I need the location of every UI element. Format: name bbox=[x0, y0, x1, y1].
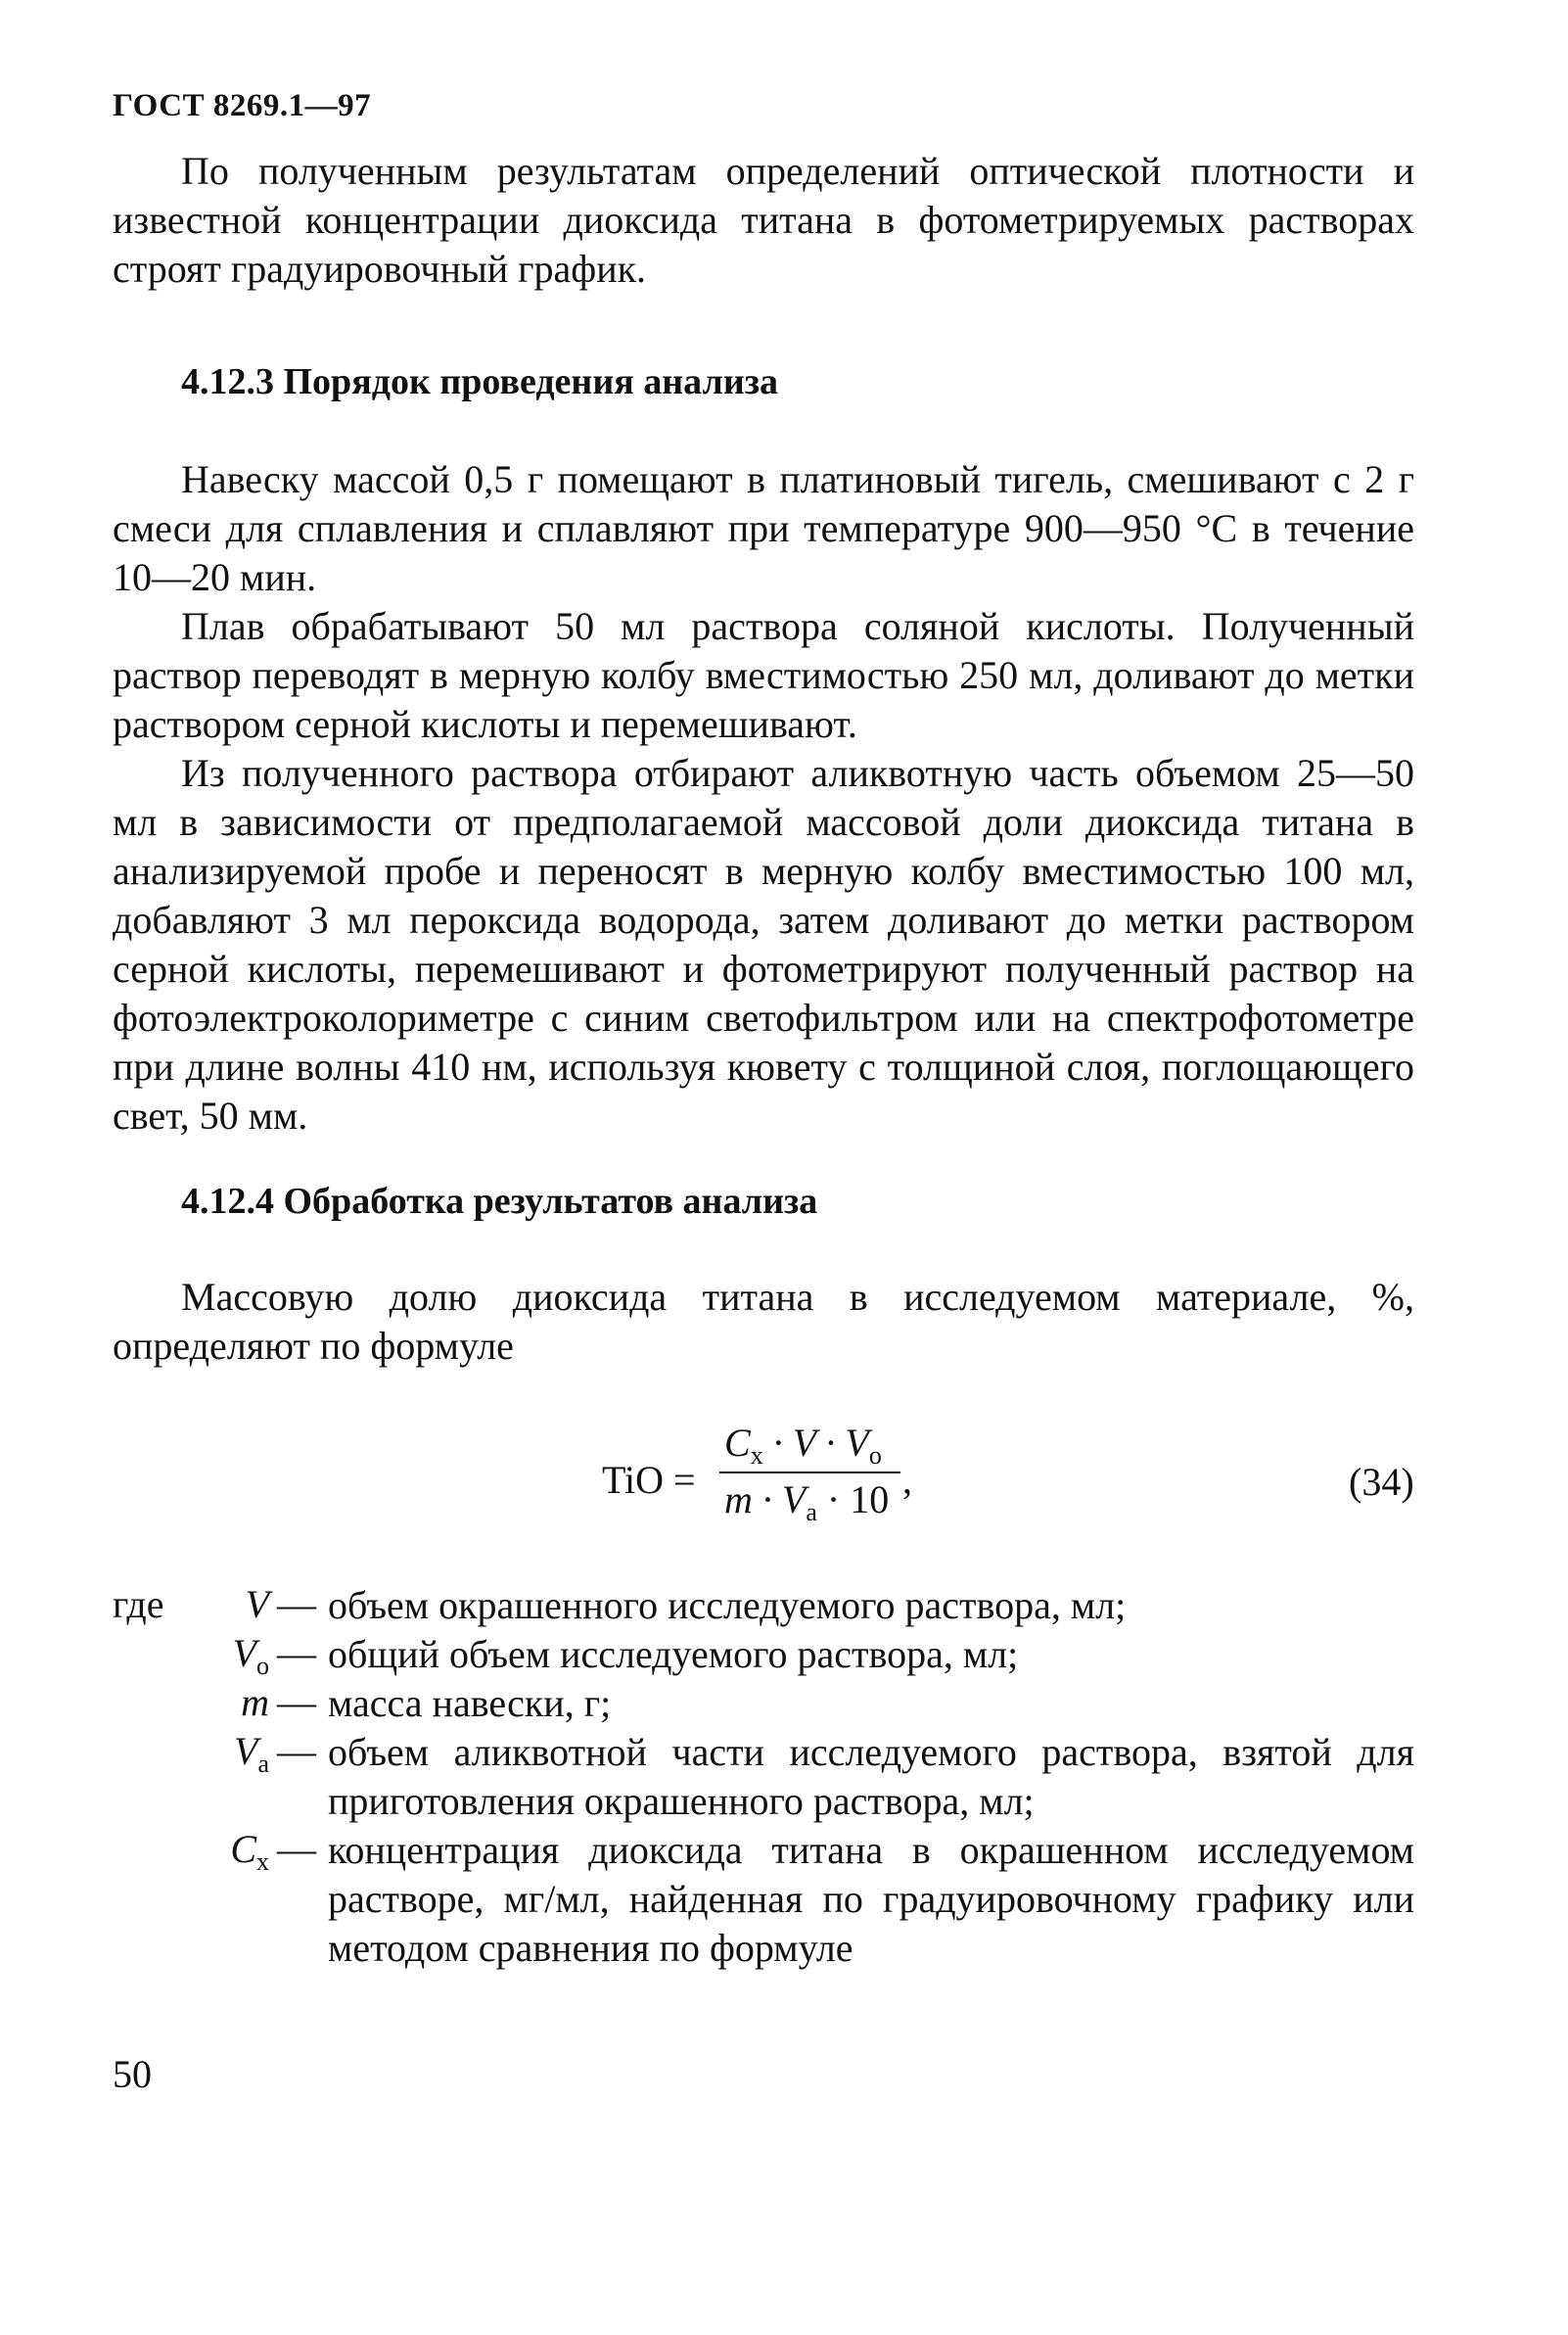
section-heading-4-12-4: 4.12.4 Обработка результатов анализа bbox=[181, 1181, 818, 1222]
formula-comma: , bbox=[902, 1458, 912, 1502]
section-heading-4-12-3: 4.12.3 Порядок проведения анализа bbox=[181, 361, 778, 402]
formula-numerator: $C_x \cdot V \cdot V_o$ bbox=[724, 1421, 882, 1470]
paragraph-sample: Навеску массой 0,5 г помещают в платиновый тигель, смешивают с 2 г смеси для сплавления и сплавляют при температуре 900—950 °С в течение 10—20 мин. bbox=[113, 457, 1414, 599]
paragraph-melt: Плав обрабатывают 50 мл раствора соляной кислоты. Полученный раствор переводят в мерную колбу вместимостью 250 мл, доливают до метки раствором серной кислоты и перемешивают. bbox=[113, 604, 1414, 746]
intro-paragraph: По полученным результатам определений оптической плотности и известной концентрации диоксида титана в фотометрируемых растворах строят градуировочный график. bbox=[113, 149, 1414, 291]
formula-number: (34) bbox=[1349, 1460, 1414, 1504]
formula-34 bbox=[0, 1420, 1568, 1566]
formula-denominator: $m \cdot V_a \cdot 10$ bbox=[724, 1477, 890, 1526]
standard-header: ГОСТ 8269.1—97 bbox=[113, 88, 372, 123]
page-number: 50 bbox=[113, 2052, 152, 2096]
formula-lhs: TiO = bbox=[602, 1458, 696, 1502]
paragraph-formula-intro: Массовую долю диоксида титана в исследуемом материале, %, определяют по формуле bbox=[113, 1275, 1414, 1368]
paragraph-aliquot: Из полученного раствора отбирают аликвотную часть объемом 25—50 мл в зависимости от предполагаемой массовой доли диоксида титана в анализируемой пробе и переносят в мерную колбу вместимостью 100 мл, добавляют 3 мл пероксида водорода, затем доливают до метки раствором серной кислоты, перемешивают и фотометрируют полученный раствор на фотоэлектроколориметре с синим светофильтром или на спектрофотометре при длине волны 410 нм, используя кювету с толщиной слоя, поглощающего свет, 50 мм. bbox=[113, 751, 1414, 1138]
document-page: ГОСТ 8269.1—97 По полученным результатам определений оптической плотности и известной концентрации диоксида титана в фотометрируемых растворах строят градуировочный график. 4.12.3 Порядок проведения анализа Навеску массой 0,5 г помещают в платиновый тигель, смешивают с 2 г смеси для сплавления и сплавляют при температуре 900—950 °С в течение 10—20 мин. Плав обрабатывают 50 мл раствора соляной кислоты. Полученный раствор переводят в мерную колбу вместимостью 250 мл, доливают до метки раствором серной кислоты и перемешивают. Из полученного раствора отбирают аликвотную часть объемом 25—50 мл в зависимости от предполагаемой массовой доли диоксида титана в анализируемой пробе и переносят в мерную колбу вместимостью 100 мл, добавляют 3 мл пероксида водорода, затем доливают до метки раствором серной кислоты, перемешивают и фотометрируют полученный раствор на фотоэлектроколориметре с синим светофильтром или на спектрофотометре при длине волны 410 нм, используя кювету с толщиной слоя, поглощающего свет, 50 мм. 4.12.4 Обработка результатов анализа Массовую долю диоксида титана в исследуемом материале, %, определяют по формуле TiO = $C_x \cdot V \cdot V_o$ $m \cdot V_a \cdot 10$ , (34) где V — объем окрашенного исследуемого раствора, мл; $V_о$ — общий объем исследуемого раствора, мл; m — масса навески, г; $V_а$ — объем аликвотной части исследуемого раствора, взятой для приготовления окрашенного раствора, мл; $C_x$ — концентрация диоксида титана в окрашенном исследуемом растворе, мг/мл, найденная по градуировочному графику или методом сравнения по формуле 50 bbox=[0, 0, 1568, 2335]
legend-where: где bbox=[113, 1582, 164, 1626]
fraction-bar bbox=[719, 1471, 900, 1473]
